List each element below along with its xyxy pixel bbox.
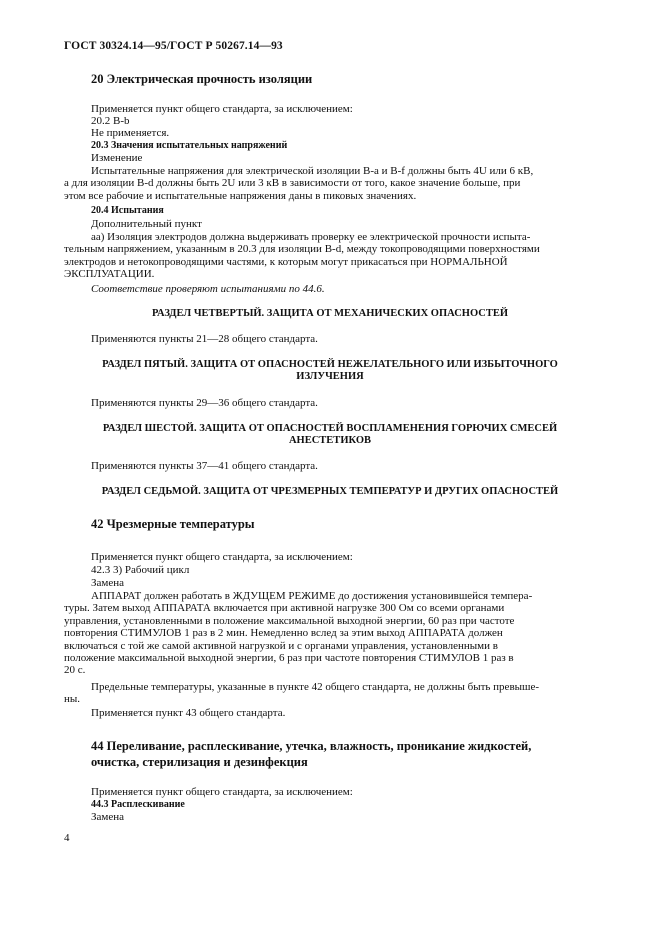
compliance-note: Соответствие проверяют испытаниями по 44.6. — [91, 283, 325, 295]
temperature-limit-paragraph — [64, 681, 597, 706]
section-44-heading-line: 44 Переливание, расплескивание, утечка, влажность, проникание жидкостей, — [91, 739, 532, 753]
section-20-heading: 20 Электрическая прочность изоляции — [91, 72, 313, 86]
electrode-insulation-line: ЭКСПЛУАТАЦИИ. — [64, 268, 155, 281]
not-applied-text: Не применяется. — [91, 127, 170, 139]
section-44-intro: Применяется пункт общего стандарта, за исключением: — [91, 786, 353, 798]
section-44-heading-line: очистка, стерилизация и дезинфекция — [91, 755, 308, 769]
part-6-title — [50, 423, 610, 447]
test-voltage-paragraph — [64, 165, 597, 202]
part-6-title-line: РАЗДЕЛ ШЕСТОЙ. ЗАЩИТА ОТ ОПАСНОСТЕЙ ВОСПЛАМЕНЕНИЯ ГОРЮЧИХ СМЕСЕЙ — [102, 423, 558, 434]
item-20-4-heading: 20.4 Испытания — [91, 205, 164, 216]
work-cycle-line: туры. Затем выход АППАРАТА включается при активной нагрузке 300 Ом со всеми органами — [64, 602, 505, 615]
electrode-insulation-paragraph — [64, 231, 597, 281]
work-cycle-paragraph — [64, 590, 597, 677]
document-header: ГОСТ 30324.14—95/ГОСТ Р 50267.14—93 — [64, 40, 283, 52]
work-cycle-line: 20 с. — [64, 664, 86, 677]
temperature-limit-line: ны. — [64, 693, 81, 706]
item-44-3-heading: 44.3 Расплескивание — [91, 799, 185, 810]
item-42-3: 42.3 3) Рабочий цикл — [91, 564, 190, 576]
change-label: Изменение — [91, 152, 143, 164]
part-5-title — [50, 359, 610, 383]
electrode-insulation-line: электродов и нетокопроводящими частями, к которым могут прикасаться при НОРМАЛЬНОЙ — [64, 255, 508, 268]
page-number: 4 — [64, 832, 70, 844]
section-44-heading — [91, 739, 597, 754]
part-7-title: РАЗДЕЛ СЕДЬМОЙ. ЗАЩИТА ОТ ЧРЕЗМЕРНЫХ ТЕМПЕРАТУР И ДРУГИХ ОПАСНОСТЕЙ — [101, 486, 559, 497]
part-5-title-line: ИЗЛУЧЕНИЯ — [296, 371, 364, 382]
work-cycle-line: включаться с той же самой активной нагрузкой и с органами управления, установленными в — [64, 639, 498, 652]
part-4-text: Применяются пункты 21—28 общего стандарта. — [91, 333, 318, 345]
clause-43-text: Применяется пункт 43 общего стандарта. — [91, 707, 286, 719]
work-cycle-line: повторения СТИМУЛОВ 1 раз в 2 мин. Немедленно вслед за этим выход АППАРАТА должен — [64, 627, 503, 640]
section-42-intro: Применяется пункт общего стандарта, за исключением: — [91, 551, 353, 563]
replace-label: Замена — [91, 577, 125, 589]
work-cycle-line: АППАРАТ должен работать в ЖДУЩЕМ РЕЖИМЕ до достижения установившейся темпера- — [91, 590, 533, 602]
test-voltage-line: Испытательные напряжения для электрической изоляции B-a и B-f должны быть 4U или 6 кВ, — [91, 165, 534, 177]
work-cycle-line: управления, установленными в положение максимальной выходной энергии, 60 раз при частоте — [64, 614, 515, 627]
section-42-heading: 42 Чрезмерные температуры — [91, 517, 255, 531]
item-20-2: 20.2 B-b — [91, 115, 130, 127]
part-5-text: Применяются пункты 29—36 общего стандарта. — [91, 397, 318, 409]
electrode-insulation-line: аа) Изоляция электродов должна выдерживать проверку ее электрической прочности испыта- — [91, 231, 531, 243]
electrode-insulation-line: тельным напряжением, указанным в 20.3 для изоляции B-d, между токопроводящими поверхностями — [64, 243, 540, 256]
item-20-3-heading: 20.3 Значения испытательных напряжений — [91, 140, 288, 151]
replace-label: Замена — [91, 811, 125, 823]
test-voltage-line: этом все рабочие и испытательные напряжения даны в пиковых значениях. — [64, 189, 417, 202]
part-4-title: РАЗДЕЛ ЧЕТВЕРТЫЙ. ЗАЩИТА ОТ МЕХАНИЧЕСКИХ ОПАСНОСТЕЙ — [151, 308, 509, 319]
addition-label: Дополнительный пункт — [91, 218, 202, 230]
work-cycle-line: положение максимальной выходной энергии, 6 раз при частоте повторения СТИМУЛОВ 1 раз в — [64, 652, 514, 665]
section-20-intro: Применяется пункт общего стандарта, за исключением: — [91, 103, 353, 115]
part-6-text: Применяются пункты 37—41 общего стандарта. — [91, 460, 318, 472]
part-5-title-line: РАЗДЕЛ ПЯТЫЙ. ЗАЩИТА ОТ ОПАСНОСТЕЙ НЕЖЕЛАТЕЛЬНОГО ИЛИ ИЗБЫТОЧНОГО — [102, 359, 558, 370]
test-voltage-line: а для изоляции B-d должны быть 2U или 3 кВ в зависимости от того, какое значение больше, при — [64, 177, 521, 190]
temperature-limit-line: Предельные температуры, указанные в пункте 42 общего стандарта, не должны быть превыше- — [91, 681, 540, 693]
part-6-title-line: АНЕСТЕТИКОВ — [288, 435, 372, 446]
